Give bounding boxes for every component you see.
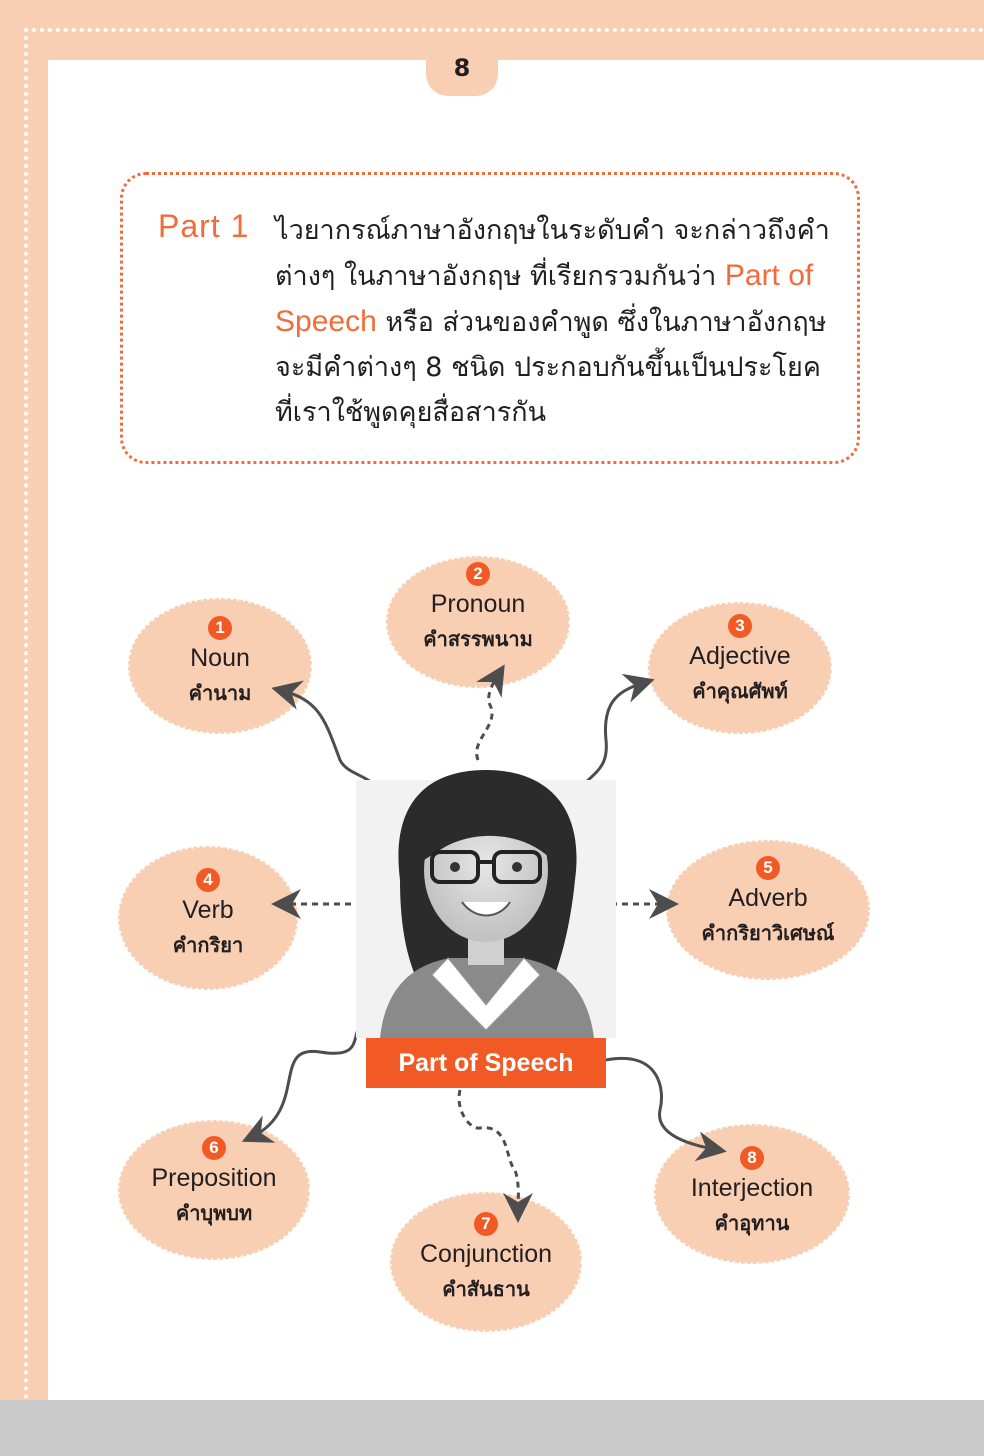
bubble-adjective: [648, 614, 832, 707]
bubble-en-label: Verb: [182, 896, 234, 924]
part-label: Part 1: [158, 208, 250, 244]
bubble-th-label: คำอุทาน: [714, 1211, 790, 1235]
bubble-number: 1: [208, 616, 232, 640]
arrow-preposition: [250, 1012, 370, 1138]
intro-text-before: ไวยากรณ์ภาษาอังกฤษในระดับคำ จะกล่าวถึงคำต่างๆ ในภาษาอังกฤษ ที่เรียกรวมกันว่า: [275, 215, 830, 292]
bubble-th-label: คำสรรพนาม: [423, 627, 533, 651]
intro-highlight: Part of Speech: [275, 259, 814, 338]
bubble-th-label: คำกริยา: [172, 933, 244, 957]
bubble-en-label: Noun: [190, 644, 250, 672]
woman-illustration: [356, 770, 616, 1038]
bubble-en-label: Conjunction: [419, 1240, 553, 1268]
bubble-number: 4: [196, 868, 220, 892]
bubble-interjection: [654, 1146, 850, 1239]
bubble-th-label: คำบุพบท: [175, 1201, 253, 1225]
bubble-th-label: คำคุณศัพท์: [692, 679, 788, 703]
intro-text-after: หรือ ส่วนของคำพูด ซึ่งในภาษาอังกฤษจะมีคำต่างๆ 8 ชนิด ประกอบกันขึ้นเป็นประโยคที่เราใช้พูดคุยสื่อสารกัน: [275, 307, 827, 428]
bubble-th-label: คำกริยาวิเศษณ์: [701, 921, 835, 945]
bubble-conjunction: [390, 1212, 582, 1305]
bubble-number: 5: [756, 856, 780, 880]
bubble-number: 2: [466, 562, 490, 586]
bubble-en-label: Adjective: [689, 642, 791, 670]
part-of-speech-label: Part of Speech: [366, 1038, 606, 1088]
bubble-number: 8: [740, 1146, 764, 1170]
bubble-number: 3: [728, 614, 752, 638]
bubble-th-label: คำสันธาน: [442, 1277, 530, 1301]
bubble-number: 7: [474, 1212, 498, 1236]
bubble-preposition: [118, 1136, 310, 1229]
page-number: 8: [453, 54, 471, 82]
bubble-pronoun: [386, 562, 570, 655]
bubble-en-label: Pronoun: [430, 590, 526, 618]
bubble-verb: [116, 868, 300, 961]
bubble-en-label: Interjection: [690, 1174, 814, 1202]
bubble-noun: [128, 616, 312, 709]
bubble-en-label: Adverb: [728, 884, 808, 912]
bubble-number: 6: [202, 1136, 226, 1160]
bubble-adverb: [666, 856, 870, 949]
bubble-en-label: Preposition: [151, 1164, 277, 1192]
bubble-th-label: คำนาม: [188, 681, 252, 705]
